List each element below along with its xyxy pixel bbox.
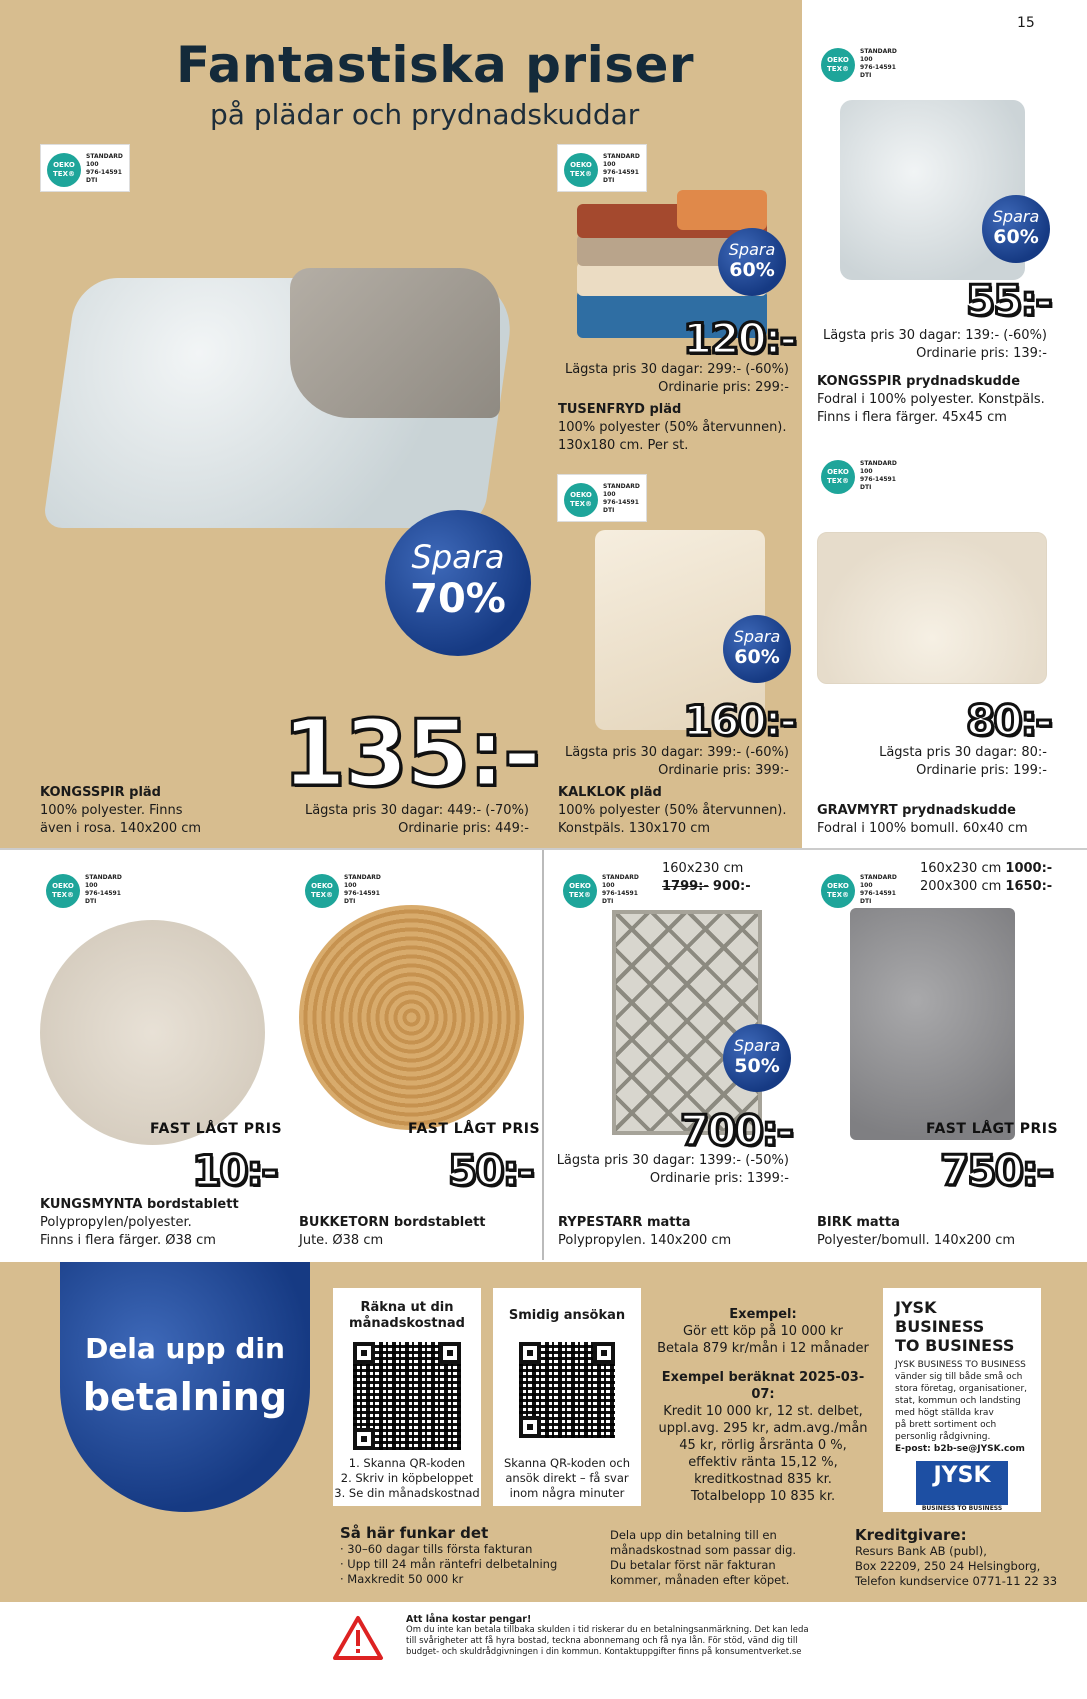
qr-code[interactable] — [353, 1342, 461, 1450]
save-badge-50: Spara 50% — [723, 1024, 791, 1092]
price-history-kongsspir-kudde: Lägsta pris 30 dagar: 139:- (-60%) Ordinarie pris: 139:- — [822, 328, 1047, 361]
fixed-price-label: FAST LÅGT PRIS — [150, 1121, 283, 1137]
page-number: 15 — [1017, 15, 1035, 31]
birk-size-prices: 160x230 cm 1000:- 200x300 cm 1650:- — [920, 861, 1053, 894]
price-gravmyrt: 80:- — [966, 696, 1051, 745]
price-history-kongsspir-plad: Lägsta pris 30 dagar: 449:- (-70%) Ordinarie pris: 449:- — [304, 803, 529, 836]
price-rypestarr: 700:- — [680, 1106, 792, 1155]
how-it-works: Så här funkar det · 30–60 dagar tills första fakturan · Upp till 24 mån räntefri delbetalning · Maxkredit 50 000 kr — [340, 1524, 558, 1586]
save-badge-60: Spara 60% — [723, 615, 791, 683]
page-title: Fantastiska priser — [176, 36, 695, 94]
price-kongsspir-kudde: 55:- — [966, 276, 1051, 325]
kungsmynta-placemat-image — [40, 920, 265, 1145]
oeko-tex-badge: OEKO TEX® STANDARD 100 976-14591 DTI — [40, 866, 130, 914]
price-kalklok: 160:- — [683, 696, 795, 745]
save-badge-60: Spara 60% — [982, 195, 1050, 263]
oeko-tex-badge: OEKO TEX® STANDARD 100 976-14591 DTI — [299, 866, 389, 914]
price-kungsmynta: 10:- — [192, 1146, 277, 1195]
warning-triangle-icon — [332, 1615, 384, 1661]
save-badge-60: Spara 60% — [718, 228, 786, 296]
price-history-gravmyrt: Lägsta pris 30 dagar: 80:- Ordinarie pris: 199:- — [879, 745, 1047, 778]
oeko-tex-badge: OEKO TEX® STANDARD 100 976-14591 DTI — [557, 866, 647, 914]
payment-split-bubble: Dela upp din betalning — [60, 1262, 310, 1512]
oeko-tex-badge: OEKO TEX® STANDARD 100 976-14591 DTI — [815, 40, 905, 88]
price-history-rypestarr: Lägsta pris 30 dagar: 1399:- (-50%) Ordinarie pris: 1399:- — [556, 1153, 789, 1186]
oeko-tex-badge: OEKO TEX® STANDARD 100 976-14591 DTI — [815, 452, 905, 500]
kongsspir-blanket-image — [40, 258, 510, 538]
rypestarr-size-price: 160x230 cm 1799:- 900:- — [662, 861, 751, 894]
qr-box-apply: Smidig ansökan Skanna QR-koden och ansök direkt – få svar inom några minuter — [493, 1288, 641, 1506]
payment-description: Dela upp din betalning till en månadskostnad som passar dig. Du betalar först när fakturan kommer, månaden efter köpet. — [610, 1528, 797, 1587]
qr-box-calc: Räkna ut din månadskostnad 1. Skanna QR-koden 2. Skriv in köpbeloppet 3. Se din månadskostnad — [333, 1288, 481, 1506]
finance-example: Exempel: Gör ett köp på 10 000 kr Betala 879 kr/mån i 12 månader Exempel beräknat 2025-03-07: Kredit 10 000 kr, 12 st. delbet, uppl.avg. 295 kr, adm.avg./mån 45 kr, rörlig årsränta 0 %, effektiv ränta 15,12 %, kreditkostnad 835 kr. Totalbelopp 10 835 kr. — [657, 1307, 869, 1504]
price-history-tusenfryd: Lägsta pris 30 dagar: 299:- (-60%) Ordinarie pris: 299:- — [564, 362, 789, 395]
credit-provider: Kreditgivare: Resurs Bank AB (publ), Box 22209, 250 24 Helsingborg, Telefon kundservice 0771-11 22 33 — [855, 1526, 1058, 1588]
price-history-kalklok: Lägsta pris 30 dagar: 399:- (-60%) Ordinarie pris: 399:- — [564, 745, 789, 778]
fixed-price-label: FAST LÅGT PRIS — [408, 1121, 541, 1137]
jysk-logo: JYSK — [916, 1461, 1008, 1505]
product-info-kongsspir-kudde: KONGSSPIR prydnadskudde Fodral i 100% polyester. Konstpäls. Finns i flera färger. 45x45 cm — [817, 374, 1045, 425]
gravmyrt-cushion-image — [817, 532, 1047, 684]
b2b-box: JYSK BUSINESS TO BUSINESS JYSK BUSINESS TO BUSINESS vänder sig till både små och stora företag, organisationer, stat, kommun och landsting med högt ställda krav på brett sortiment och personlig rådgivning. E-post: b2b-se@JYSK.com JYSK BUSINESS TO BUSINESS — [883, 1288, 1041, 1512]
oeko-tex-badge: OEKO TEX® STANDARD 100 976-14591 DTI — [815, 866, 905, 914]
oeko-tex-badge: OEKO TEX® STANDARD 100 976-14591 DTI — [557, 144, 647, 192]
fixed-price-label: FAST LÅGT PRIS — [926, 1121, 1059, 1137]
warning-text: Att låna kostar pengar! Om du inte kan betala tillbaka skulden i tid riskerar du en betalningsanmärkning. Det kan leda till svårigheter att få hyra bostad, teckna abonnemang och få nya lån. För stöd, vänd dig till budget- och skuldrådgivningen i din kommun. Kontaktuppgifter finns på konsumentverket.se — [406, 1614, 809, 1657]
divider-vertical — [542, 850, 544, 1260]
oeko-tex-badge: OEKO TEX® STANDARD 100 976-14591 DTI — [557, 474, 647, 522]
product-info-gravmyrt: GRAVMYRT prydnadskudde Fodral i 100% bomull. 60x40 cm — [817, 803, 1028, 836]
oeko-tex-badge: OEKO TEX® STANDARD 100 976-14591 DTI — [40, 144, 130, 192]
bukketorn-placemat-image — [299, 905, 524, 1130]
save-badge-70: Spara 70% — [385, 510, 531, 656]
birk-rug-image — [850, 908, 1015, 1140]
qr-code[interactable] — [519, 1342, 615, 1438]
product-info-tusenfryd: TUSENFRYD pläd 100% polyester (50% återvunnen). 130x180 cm. Per st. — [558, 402, 787, 453]
price-bukketorn: 50:- — [448, 1146, 533, 1195]
product-info-kungsmynta: KUNGSMYNTA bordstablett Polypropylen/polyester. Finns i flera färger. Ø38 cm — [40, 1197, 239, 1248]
rypestarr-rug-image — [612, 910, 762, 1135]
price-birk: 750:- — [940, 1146, 1052, 1195]
product-info-kalklok: KALKLOK pläd 100% polyester (50% återvunnen). Konstpäls. 130x170 cm — [558, 785, 787, 836]
product-info-rypestarr: RYPESTARR matta Polypropylen. 140x200 cm — [558, 1215, 732, 1248]
price-tusenfryd: 120:- — [683, 314, 795, 363]
product-info-bukketorn: BUKKETORN bordstablett Jute. Ø38 cm — [299, 1215, 486, 1248]
page-subtitle: på plädar och prydnadskuddar — [210, 98, 640, 131]
product-info-kongsspir-plad: KONGSSPIR pläd 100% polyester. Finns även i rosa. 140x200 cm — [40, 785, 202, 836]
price-kongsspir-plad: 135:- — [282, 700, 540, 807]
product-info-birk: BIRK matta Polyester/bomull. 140x200 cm — [817, 1215, 1016, 1248]
